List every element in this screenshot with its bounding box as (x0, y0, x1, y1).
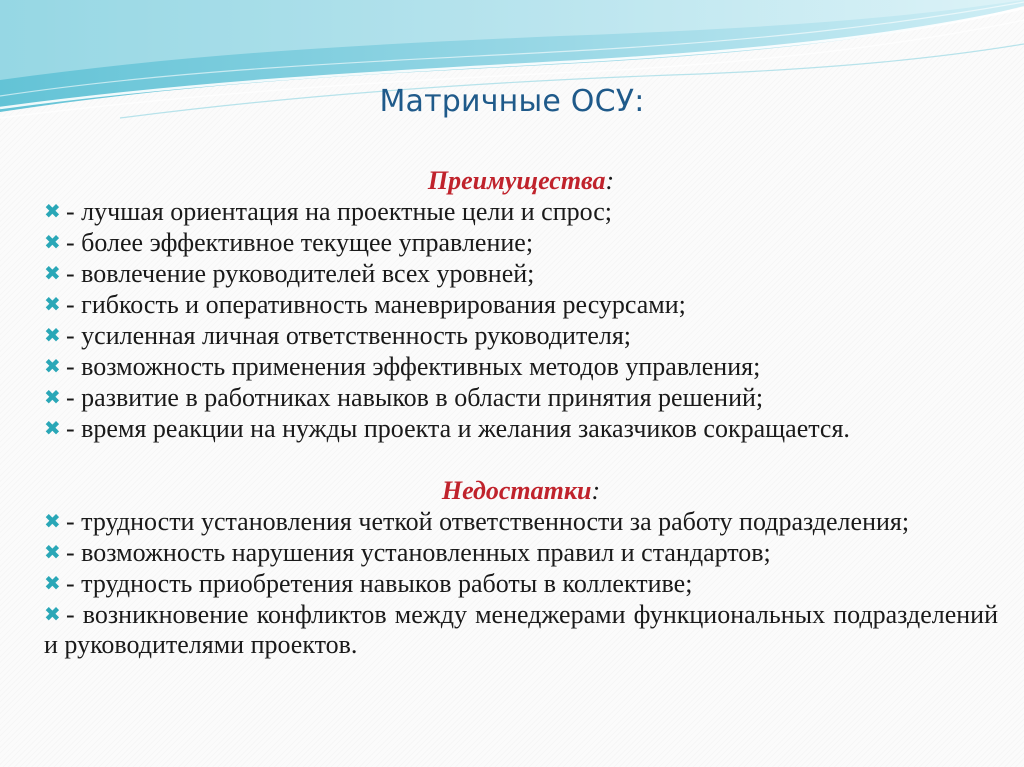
x-bullet-icon: ✖ (44, 292, 61, 316)
list-item (44, 289, 998, 320)
list-item (44, 382, 998, 413)
x-bullet-icon: ✖ (44, 323, 61, 347)
list-item (44, 196, 998, 227)
list-item-text: - время реакции на нужды проекта и желания заказчиков сокращается. (66, 414, 850, 443)
list-item (44, 227, 998, 258)
x-bullet-icon: ✖ (44, 385, 61, 409)
heading-colon: : (591, 476, 601, 505)
list-item (44, 351, 998, 382)
x-bullet-icon: ✖ (44, 602, 61, 626)
list-item-text: - более эффективное текущее управление; (66, 228, 534, 257)
list-item-text: - возможность применения эффективных методов управления; (66, 352, 761, 381)
advantages-heading (44, 166, 998, 196)
list-item-text: - возникновение конфликтов между менеджерами функциональных подразделений и руководителями проектов. (44, 600, 998, 659)
advantages-heading-text: Преимущества (427, 166, 606, 195)
x-bullet-icon: ✖ (44, 230, 61, 254)
x-bullet-icon: ✖ (44, 261, 61, 285)
list-item (44, 413, 998, 444)
list-item (44, 506, 998, 537)
list-item (44, 258, 998, 289)
list-item-text: - возможность нарушения установленных правил и стандартов; (66, 538, 771, 567)
list-item-text: - трудность приобретения навыков работы в коллективе; (66, 569, 693, 598)
x-bullet-icon: ✖ (44, 416, 61, 440)
disadvantages-heading (44, 476, 998, 506)
list-item-text: - гибкость и оперативность маневрирования ресурсами; (66, 290, 686, 319)
list-item-text: - усиленная личная ответственность руководителя; (66, 321, 632, 350)
list-item-text: - вовлечение руководителей всех уровней; (66, 259, 535, 288)
list-item (44, 320, 998, 351)
x-bullet-icon: ✖ (44, 571, 61, 595)
advantages-list (44, 196, 998, 444)
list-item (44, 568, 998, 599)
disadvantages-heading-text: Недостатки (441, 476, 592, 505)
x-bullet-icon: ✖ (44, 354, 61, 378)
x-bullet-icon: ✖ (44, 199, 61, 223)
x-bullet-icon: ✖ (44, 509, 61, 533)
slide-content (44, 160, 998, 660)
disadvantages-list (44, 506, 998, 660)
x-bullet-icon: ✖ (44, 540, 61, 564)
list-item (44, 537, 998, 568)
list-item-text: - трудности установления четкой ответственности за работу подразделения; (66, 507, 910, 536)
list-item-text: - развитие в работниках навыков в области принятия решений; (66, 383, 764, 412)
heading-colon: : (605, 166, 615, 195)
slide-title: Матричные ОСУ: (379, 84, 645, 119)
section-spacer (44, 444, 998, 470)
list-item-text: - лучшая ориентация на проектные цели и спрос; (66, 197, 613, 226)
list-item (44, 599, 998, 660)
